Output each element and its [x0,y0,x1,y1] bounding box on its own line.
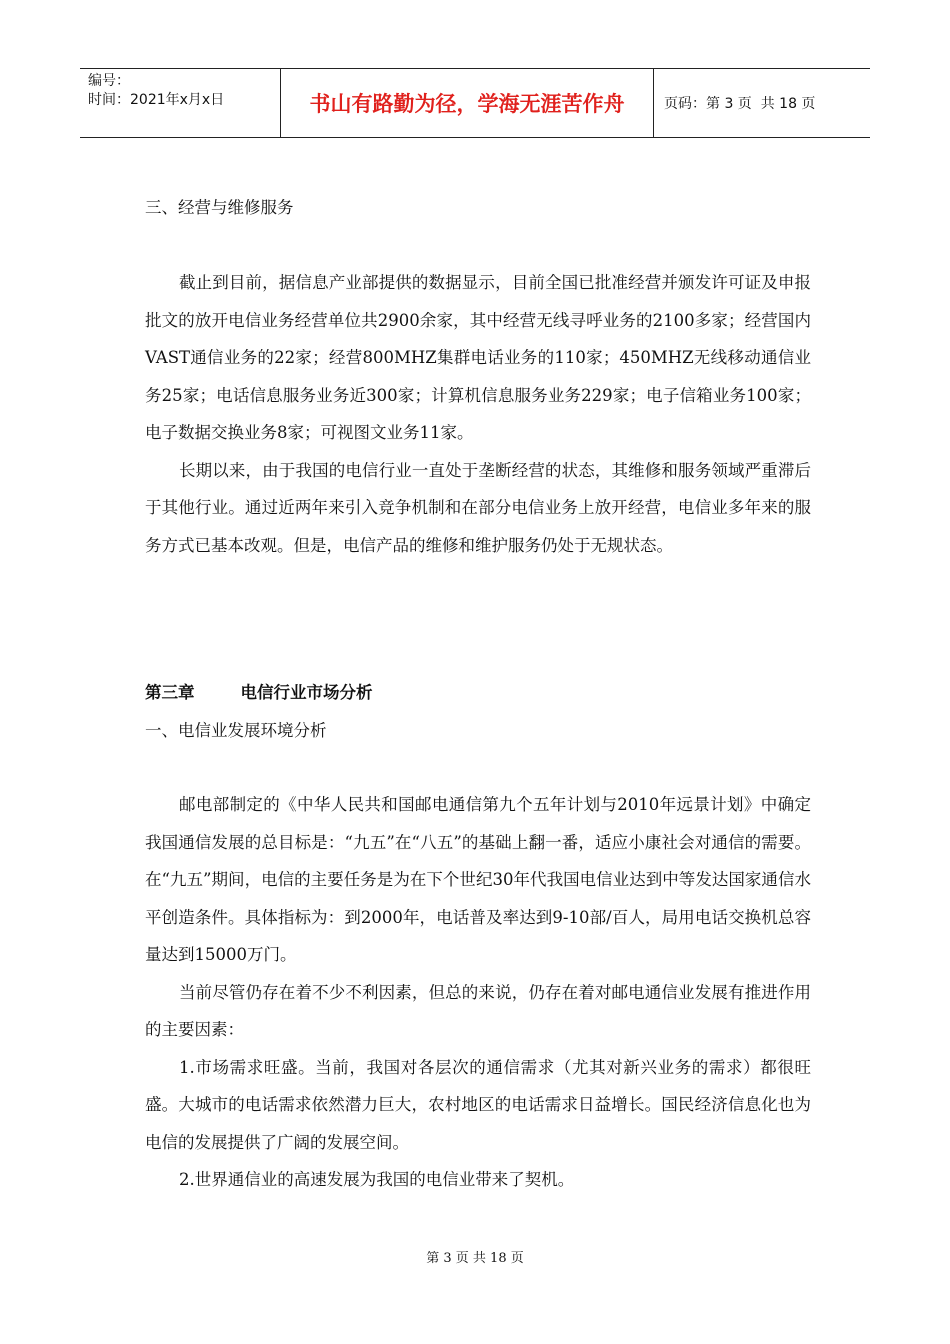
paragraph: 当前尽管仍存在着不少不利因素，但总的来说，仍存在着对邮电通信业发展有推进作用的主要因素： [145,982,811,1039]
paragraph: 长期以来，由于我国的电信行业一直处于垄断经营的状态，其维修和服务领域严重滞后于其他行业。通过近两年来引入竞争机制和在部分电信业务上放开经营，电信业多年来的服务方式已基本改观。但是，电信产品的维修和维护服务仍处于无规状态。 [145,460,811,555]
section-three-body [145,264,811,564]
paragraph: 截止到目前，据信息产业部提供的数据显示，目前全国已批准经营并颁发许可证及申报批文的放开电信业务经营单位共2900余家，其中经营无线寻呼业务的2100多家；经营国内VAST通信业务的22家；经营800MHZ集群电话业务的110家；450MHZ无线移动通信业务25家；电话信息服务业务近300家；计算机信息服务业务229家；电子信箱业务100家；电子数据交换业务8家；可视图文业务11家。 [145,273,811,442]
header-motto: 书山有路勤为径，学海无涯苦作舟 [281,69,654,137]
section-heading: 一、电信业发展环境分析 [145,720,327,740]
page-header [80,68,870,138]
paragraph: 邮电部制定的《中华人民共和国邮电通信第九个五年计划与2010年远景计划》中确定我国通信发展的总目标是：“九五”在“八五”的基础上翻一番，适应小康社会对通信的需要。在“九五”期间，电信的主要任务是为在下个世纪30年代我国电信业达到中等发达国家通信水平创造条件。具体指标为：到2000年，电话普及率达到9-10部/百人，局用电话交换机总容量达到15000万门。 [145,795,811,964]
header-page-info: 页码：第 3 页 共 18 页 [664,96,816,112]
list-item: 2.世界通信业的高速发展为我国的电信业带来了契机。 [179,1170,575,1189]
chapter-three [145,674,811,749]
chapter-three-body [145,786,811,1199]
page-footer: 第 3 页 共 18 页 [426,1251,524,1266]
list-item: 1.市场需求旺盛。当前，我国对各层次的通信需求（尤其对新兴业务的需求）都很旺盛。大城市的电话需求依然潜力巨大，农村地区的电话需求日益增长。国民经济信息化也为电信的发展提供了广阔的发展空间。 [145,1057,811,1152]
section-three [145,189,811,227]
chapter-title: 第三章 电信行业市场分析 [145,683,373,702]
section-heading: 三、经营与维修服务 [145,198,294,217]
document-time-label: 时间：2021年x月x日 [88,92,225,108]
document-number-label: 编号： [88,73,130,89]
header-meta [80,69,281,137]
